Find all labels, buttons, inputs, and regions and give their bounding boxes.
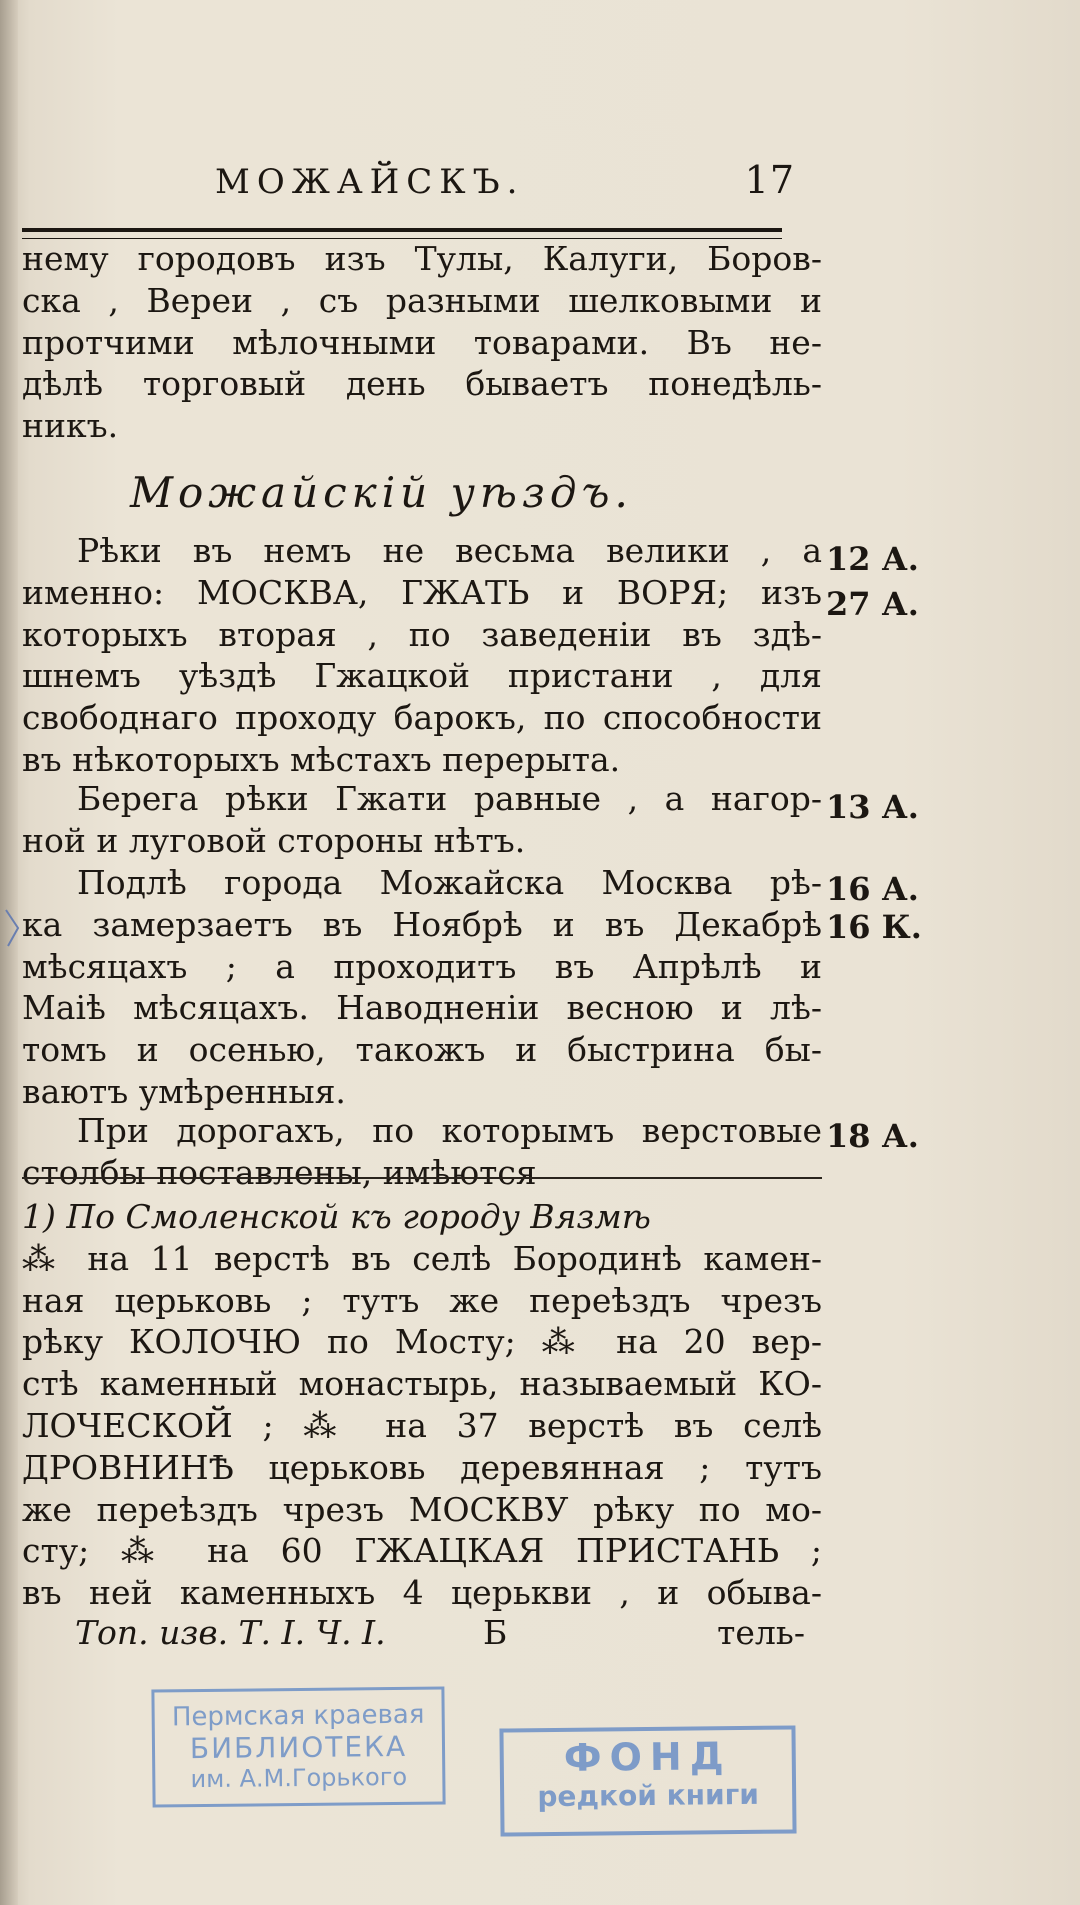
text-line: томъ и осенью, такожъ и быстрина бы- [22, 1030, 822, 1070]
margin-note: 18 А. [826, 1117, 919, 1155]
gathering-mark: Б [483, 1613, 508, 1652]
text-line: рѣку КОЛОЧЮ по Мосту; ⁂ на 20 вер- [22, 1322, 822, 1362]
catchword: тель- [717, 1613, 805, 1652]
rare-books-stamp [499, 1725, 796, 1836]
text-line: протчими мѣлочными товарами. Въ не- [22, 322, 822, 362]
text-line: сту; ⁂ на 60 ГЖАЦКАЯ ПРИСТАНЬ ; [22, 1531, 822, 1571]
text-line: которыхъ вторая , по заведенiи въ здѣ- [22, 614, 822, 654]
text-line: Маiѣ мѣсяцахъ. Наводненiи весною и лѣ- [22, 988, 822, 1028]
margin-note: 27 А. [826, 585, 919, 623]
stamp-line: ФОНД [563, 1734, 732, 1780]
page-header [215, 158, 795, 218]
paragraph-4 [22, 862, 822, 1113]
text-line: ⁂ на 11 верстѣ въ селѣ Бородинѣ камен- [22, 1238, 822, 1278]
text-line: ска , Вереи , съ разными шелковыми и [22, 280, 822, 320]
running-head: МОЖАЙСКЪ. [215, 162, 525, 202]
text-line: стѣ каменный монастырь, называемый КО- [22, 1364, 822, 1404]
page-footer [75, 1613, 805, 1655]
margin-note: 16 А. [826, 870, 919, 908]
margin-note: 16 К. [826, 908, 922, 946]
text-line: въ нѣкоторыхъ мѣстахъ перерыта. [22, 739, 621, 779]
text-line: свободнаго проходу барокъ, по способности [22, 698, 822, 738]
text-line: Берега рѣки Гжати равные , а нагор- [77, 779, 822, 818]
paragraph-1 [22, 238, 822, 447]
section-title: Можайскiй уѣздъ. [130, 468, 633, 517]
text-line: столбы поставлены, имѣются [22, 1152, 537, 1192]
text-line: ная церьковь ; тутъ же переѣздъ чрезъ [22, 1280, 822, 1320]
stamp-line: им. А.М.Горького [190, 1762, 408, 1794]
text-line: ваютъ умѣренныя. [22, 1071, 346, 1111]
text-line: въ ней каменныхъ 4 церькви , и обыва- [22, 1573, 822, 1613]
paragraph-3 [22, 778, 822, 862]
text-line: шнемъ уѣздѣ Гжацкой пристани , для [22, 656, 822, 696]
margin-note: 12 А. [826, 540, 919, 578]
paragraph-2 [22, 530, 822, 781]
text-line: ЛОЧЕСКОЙ ; ⁂ на 37 верстѣ въ селѣ [22, 1405, 822, 1445]
text-line: нему городовъ изъ Тулы, Калуги, Боров- [22, 239, 822, 278]
stamp-line: БИБЛИОТЕКА [189, 1729, 408, 1766]
text-line: ДРОВНИНѢ церьковь деревянная ; тутъ [22, 1447, 822, 1487]
text-line: мѣсяцахъ ; а проходитъ въ Апрѣлѣ и [22, 946, 822, 986]
stamp-line: Пермская краевая [171, 1699, 425, 1733]
text-line: Подлѣ города Можайска Москва рѣ- [77, 863, 822, 902]
text-line: дѣлѣ торговый день бываетъ понедѣль- [22, 364, 822, 404]
route-list-item [22, 1196, 822, 1614]
page-number: 17 [744, 158, 795, 202]
text-line: же переѣздъ чрезъ МОСКВУ рѣку по мо- [22, 1489, 822, 1529]
library-stamp [151, 1686, 445, 1807]
signature-mark: Топ. изв. Т. I. Ч. I. [75, 1613, 386, 1652]
text-line: никъ. [22, 406, 119, 446]
section-rule [22, 1177, 822, 1179]
text-line: 1) По Смоленской къ городу Вязмѣ [22, 1197, 651, 1236]
text-line: При дорогахъ, по которымъ верстовые [77, 1111, 822, 1150]
stamp-line: редкой книги [537, 1777, 760, 1814]
pencil-mark-icon [2, 906, 24, 956]
paragraph-5 [22, 1110, 822, 1194]
text-line: Рѣки въ немъ не весьма велики , а [77, 531, 822, 570]
margin-note: 13 А. [826, 788, 919, 826]
text-line: ка замерзаетъ въ Ноябрѣ и въ Декабрѣ [22, 904, 822, 944]
text-line: именно: МОСКВА, ГЖАТЬ и ВОРЯ; изъ [22, 572, 822, 612]
text-line: ной и луговой стороны нѣтъ. [22, 820, 526, 860]
